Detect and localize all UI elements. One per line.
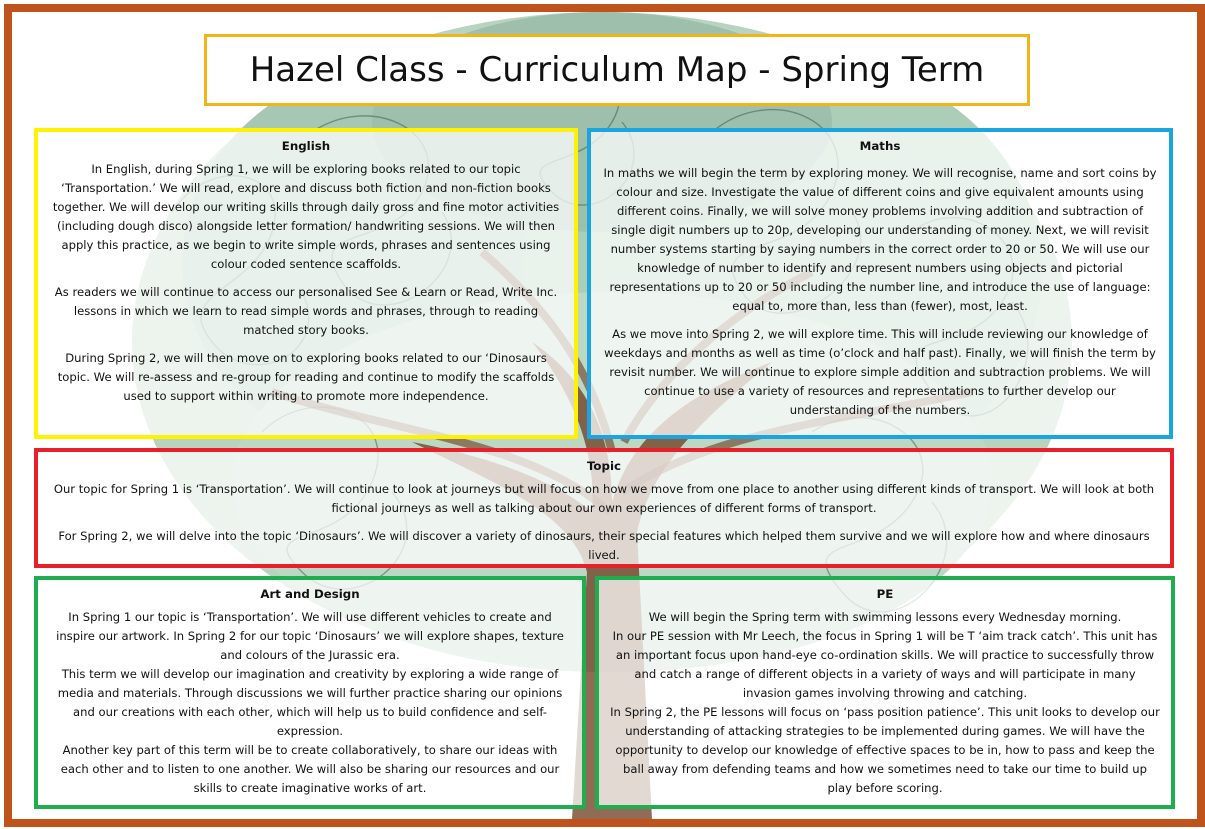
art-paragraph: In Spring 1 our topic is ‘Transportation’. We will use different vehicles to create and inspire our artwork. In Spring 2 for our topic ‘Dinosaurs’ we will explore shapes, texture and colours of the Jurassic era. <box>56 610 564 662</box>
title-box <box>204 34 1030 106</box>
pe-paragraph: In Spring 2, the PE lessons will focus on ‘pass position patience’. This unit looks to develop our understanding of attacking strategies to be implemented during games. We will have the opportunity to develop our knowledge of effective spaces to be in, how to pass and keep the ball away from defending teams and how we sometimes need to take our time to build up play before scoring. <box>610 705 1160 795</box>
art-panel <box>34 576 586 809</box>
maths-heading: Maths <box>859 139 901 153</box>
pe-panel <box>595 576 1175 809</box>
maths-paragraph: In maths we will begin the term by exploring money. We will recognise, name and sort coins by colour and size. Investigate the value of different coins and give equivalent amounts using different coins. Finally, we will solve money problems involving addition and subtraction of single digit numbers up to 20p, developing our understanding of money. Next, we will revisit number systems starting by saying numbers in the correct order to 20 or 50. We will use our knowledge of number to identify and represent numbers using objects and pictorial representations up to 20 or 50 including the number line, and introduce the use of language: equal to, more than, less than (fewer), most, least. <box>603 166 1157 313</box>
pe-heading: PE <box>876 587 894 601</box>
page-frame <box>4 4 1205 827</box>
maths-panel <box>587 128 1173 439</box>
art-paragraph: This term we will develop our imagination and creativity by exploring a wide range of media and materials. Through discussions we will further practice sharing our opinions and our creations with each other, which will help us to build confidence and self-expression. <box>57 667 563 738</box>
page-title: Hazel Class - Curriculum Map - Spring Term <box>249 50 985 90</box>
pe-paragraph: We will begin the Spring term with swimming lessons every Wednesday morning. <box>648 610 1122 624</box>
english-paragraph: As readers we will continue to access our personalised See & Learn or Read, Write Inc. lessons in which we learn to read simple words and phrases, through to reading matched story books. <box>54 285 558 337</box>
pe-paragraph: In our PE session with Mr Leech, the focus in Spring 1 will be T ‘aim track catch’. This unit has an important focus upon hand-eye co-ordination skills. We will practice to successfully throw and catch a range of different objects in a variety of ways and will participate in many invasion games involving throwing and catching. <box>612 629 1158 700</box>
topic-heading: Topic <box>586 459 622 473</box>
art-heading: Art and Design <box>260 587 360 601</box>
english-panel <box>34 128 578 439</box>
english-paragraph: During Spring 2, we will then move on to exploring books related to our ‘Dinosaurs topic. We will re-assess and re-group for reading and continue to modify the scaffolds used to support within writing to promote more independence. <box>57 351 555 403</box>
maths-paragraph: As we move into Spring 2, we will explore time. This will include reviewing our knowledge of weekdays and months as well as time (o’clock and half past). Finally, we will finish the term by revisit number. We will continue to explore simple addition and subtraction problems. We will continue to use a variety of resources and representations to further develop our understanding of the numbers. <box>604 327 1156 417</box>
topic-panel <box>34 448 1174 568</box>
art-paragraph: Another key part of this term will be to create collaboratively, to share our ideas with each other and to listen to one another. We will also be sharing our resources and our skills to create imaginative works of art. <box>60 743 560 795</box>
topic-paragraph: Our topic for Spring 1 is ‘Transportation’. We will continue to look at journeys but will focus on how we move from one place to another using different kinds of transport. We will look at both fictional journeys as well as talking about our own experiences of different forms of transport. <box>53 482 1155 515</box>
topic-paragraph: For Spring 2, we will delve into the topic ‘Dinosaurs’. We will discover a variety of dinosaurs, their special features which helped them survive and we will explore how and where dinosaurs lived. <box>58 529 1150 562</box>
english-heading: English <box>281 139 331 153</box>
english-paragraph: In English, during Spring 1, we will be exploring books related to our topic ‘Transportation.’ We will read, explore and discuss both fiction and non-fiction books together. We will develop our writing skills through daily gross and fine motor activities (including dough disco) alongside letter formation/ handwriting sessions. We will then apply this practice, as we begin to write simple words, phrases and sentences using colour coded sentence scaffolds. <box>52 162 560 271</box>
